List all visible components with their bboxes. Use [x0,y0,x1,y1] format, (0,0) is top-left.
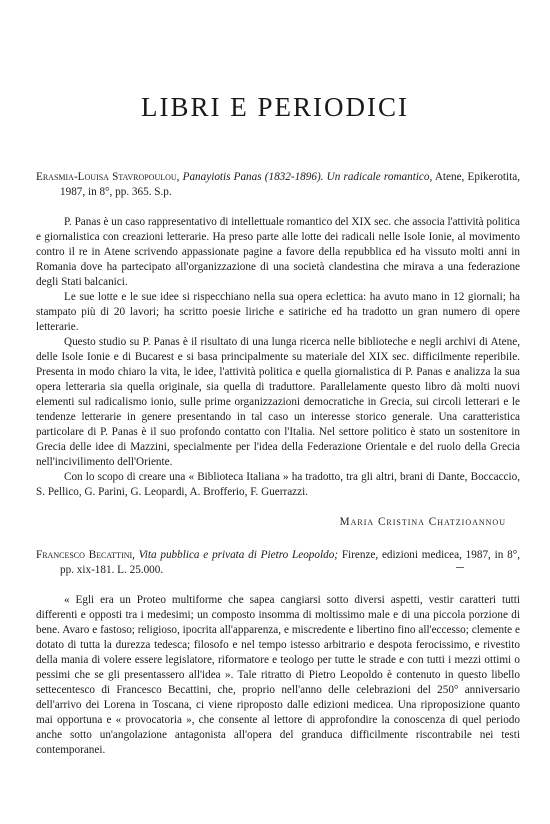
book-title: Panayiotis Panas (1832-1896). Un radicale romantico, [182,171,433,183]
review-citation [36,170,520,200]
book-title: Vita pubblica e privata di Pietro Leopoldo; [138,549,339,561]
section-title: LIBRI E PERIODICI [141,92,409,123]
ink-mark [456,567,464,568]
review-paragraph: Questo studio su P. Panas è il risultato di una lunga ricerca nelle biblioteche e negli archivi di Atene, delle Isole Ionie e di Bucarest e si basa principalmente su materiale del XIX sec. difficilmente reperibile. Presenta in modo chiaro la vita, le idee, l'attività politica e quella giornalistica di P. Panas e analizza la sua opera letteraria sia quella originale, sia quella di traduttore. Parallelamente questo libro dà molti nuovi elementi sul radicalismo ionio, sulle prime organizzazioni democratiche in Grecia, sui circoli letterari e le tendenze letterarie in genere presentando in tal caso un interesse storico generale. Una caratteristica particolare di P. Panas è il suo profondo contatto con l'Italia. Nel settore politico è stato un sostenitore in Grecia delle idee di Mazzini, specialmente per l'idea della Federazione Orientale e del ruolo della Grecia nell'incivilimento dell'Oriente. [36,336,520,468]
publication-info: Firenze, edizioni medicea, 1987, in 8°, pp. xix-181. L. 25.000. [60,549,520,576]
review-citation [36,548,520,578]
review-paragraph: Le sue lotte e le sue idee si rispecchiano nella sua opera eclettica: ha avuto mano in 12 giornali; ha stampato più di 20 lavori; ha scritto poesie liriche e satiriche ed ha tradotto un gran numero di opere letterarie. [36,291,520,333]
review-paragraph: Con lo scopo di creare una « Biblioteca Italiana » ha tradotto, tra gli altri, brani di Dante, Boccaccio, S. Pellico, G. Parini, G. Leopardi, A. Brofferio, F. Guerrazzi. [36,471,520,498]
reviewer-signature: Maria Cristina Chatzioannou [339,516,506,528]
review-paragraph: « Egli era un Proteo multiforme che sapea cangiarsi sotto diversi aspetti, vestir caratteri tutti differenti e opposti tra i medesimi; un composto insomma di moltissimo male e di una piccola porzione di bene. Avaro e fastoso; religioso, ipocrita all'apparenza, e miscredente e libertino fino all'eccesso; clemente e dotato di tutta la durezza tedesca; filosofo e nel tempo istesso arbitrario e despota ferocissimo, e rivestito della mania di volere essere legislatore, riformatore e teologo per tutte le strade e con tutti i mezzi ottimi o pessimi che se gli presentassero all'idea ». Tale ritratto di Pietro Leopoldo è contenuto in questo libello settecentesco di Francesco Becattini, che, proprio nell'anno delle celebrazioni del 250° anniversario dell'arrivo dei Lorena in Toscana, ci viene riproposto dalle edizioni medicea. Una riproposizione quanto mai opportuna e « provocatoria », che consente al lettore di approfondire la conoscenza di quel periodo anche sotto un'angolazione antagonista all'opera del granduca difficilmente riscontrabile nei testi contemporanei. [36,594,520,756]
publication-info: Atene, Epikerotita, 1987, in 8°, pp. 365. S.p. [60,171,520,198]
review-author: Francesco Becattini, [36,549,135,561]
review-panas [36,170,520,530]
review-paragraph: P. Panas è un caso rappresentativo di intellettuale romantico del XIX sec. che associa l'attività politica e giornalistica con creazioni letterarie. Ha preso parte alle lotte dei radicali nelle Isole Ionie, al movimento contro il re in Atene scrivendo appassionate pagine a favore della repubblica ed ha vissuto molti anni in Romania dove ha partecipato all'organizzazione di una società clandestina che mirava a una federazione degli Stati balcanici. [36,216,520,288]
review-author: Erasmia-Louisa Stavropoulou, [36,171,180,183]
review-leopoldo [36,548,520,758]
